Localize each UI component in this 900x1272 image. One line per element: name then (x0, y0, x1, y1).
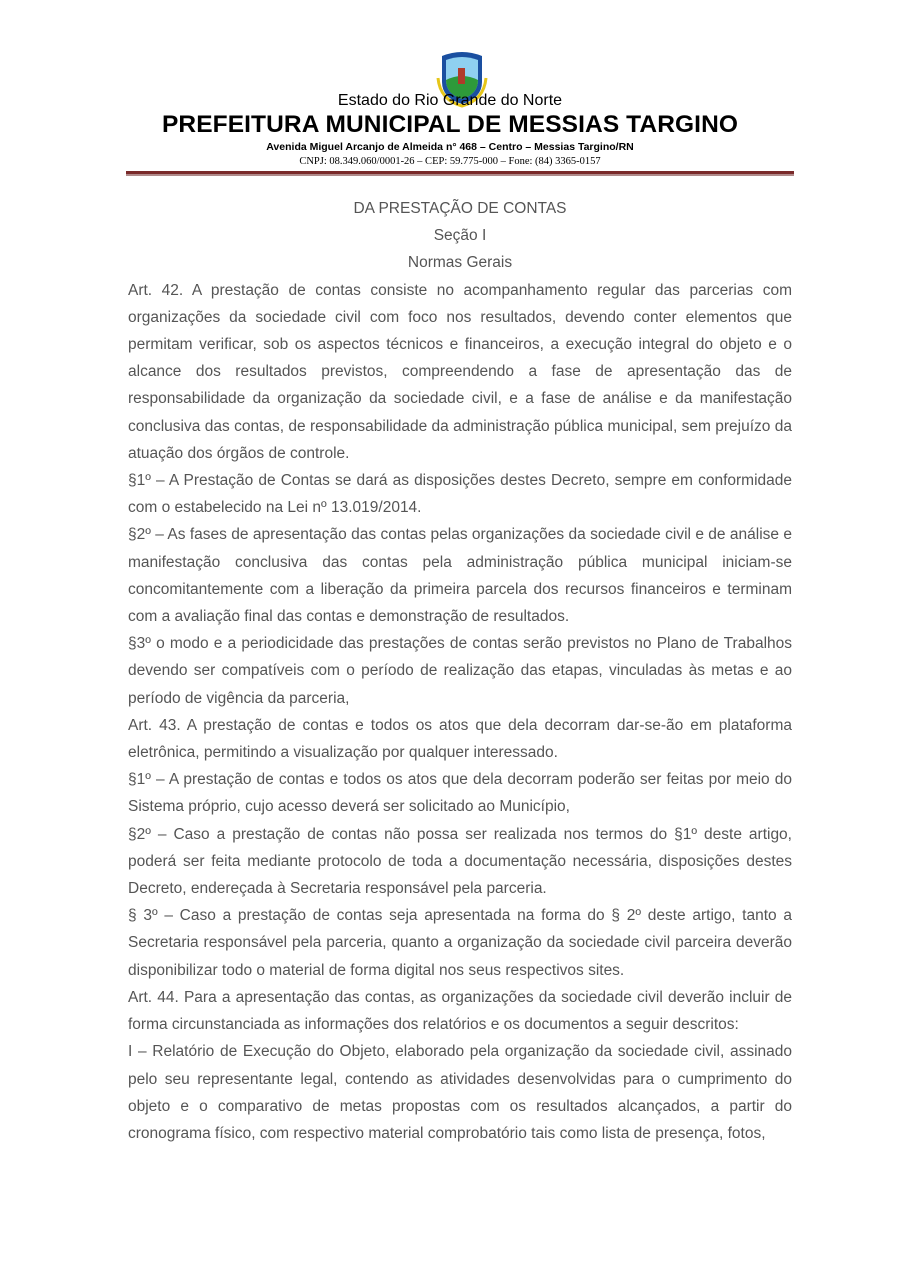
paragraph: §1º – A Prestação de Contas se dará as disposições destes Decreto, sempre em conformidade com o estabelecido na Lei nº 13.019/2014. (128, 472, 792, 517)
document-body (128, 195, 792, 1147)
paragraph: I – Relatório de Execução do Objeto, elaborado pela organização da sociedade civil, assinado pelo seu representante legal, contendo as atividades desenvolvidas para o cumprimento do objeto e o comparativo de metas propostas com os resultados alcançados, a partir do cronograma físico, com respectivo material comprobatório tais como lista de presença, fotos, (128, 1043, 792, 1142)
chapter-heading: DA PRESTAÇÃO DE CONTAS (353, 200, 567, 217)
municipality-title: PREFEITURA MUNICIPAL DE MESSIAS TARGINO (161, 111, 739, 138)
section-heading: Seção I (433, 227, 487, 245)
paragraph: Art. 44. Para a apresentação das contas, as organizações da sociedade civil deverão incluir de forma circunstanciada as informações dos relatórios e os documentos a seguir descritos: (128, 988, 792, 1034)
paragraph: §3º o modo e a periodicidade das prestações de contas serão previstos no Plano de Trabalhos devendo ser compatíveis com o período de realização das etapas, vinculadas às metas e ao período de vigência da parceria, (128, 635, 792, 707)
state-name: Estado do Rio Grande do Norte (337, 92, 563, 109)
header-divider (126, 171, 794, 176)
paragraph: §2º – As fases de apresentação das contas pelas organizações da sociedade civil e de análise e manifestação conclusiva das contas pela administração pública municipal iniciam-se concomitantemente com a liberação da primeira parcela dos recursos financeiros e terminam com a avaliação final das contas e demonstração de resultados. (128, 526, 792, 626)
paragraph: §2º – Caso a prestação de contas não possa ser realizada nos termos do §1º deste artigo, poderá ser feita mediante protocolo de toda a documentação necessária, disposições destes Decreto, endereçada à Secretaria responsável pela parceria. (128, 825, 792, 898)
paragraph: § 3º – Caso a prestação de contas seja apresentada na forma do § 2º deste artigo, tanto a Secretaria responsável pela parceria, quanto a organização da sociedade civil parceira deverão disponibilizar todo o material de forma digital nos seus respectivos sites. (128, 907, 792, 979)
contact-line: CNPJ: 08.349.060/0001-26 – CEP: 59.775-000 – Fone: (84) 3365-0157 (299, 156, 601, 167)
address-line: Avenida Miguel Arcanjo de Almeida n° 468 – Centro – Messias Targino/RN (266, 141, 634, 153)
paragraph: Art. 43. A prestação de contas e todos os atos que dela decorram dar-se-ão em plataforma eletrônica, permitindo a visualização por qualquer interessado. (128, 716, 792, 762)
paragraph: §1º – A prestação de contas e todos os atos que dela decorram poderão ser feitas por meio do Sistema próprio, cujo acesso deverá ser solicitado ao Município, (128, 771, 792, 816)
section-title: Normas Gerais (407, 254, 513, 272)
paragraph: Art. 42. A prestação de contas consiste no acompanhamento regular das parcerias com organizações da sociedade civil com foco nos resultados, devendo conter elementos que permitam verificar, sob os aspectos técnicos e financeiros, a execução integral do objeto e o alcance dos resultados previstos, compreendendo a fase de apresentação das de responsabilidade da organização da sociedade civil, e a fase de análise e da manifestação conclusiva das contas, de responsabilidade da administração pública municipal, sem prejuízo da atuação dos órgãos de controle. (128, 281, 792, 462)
